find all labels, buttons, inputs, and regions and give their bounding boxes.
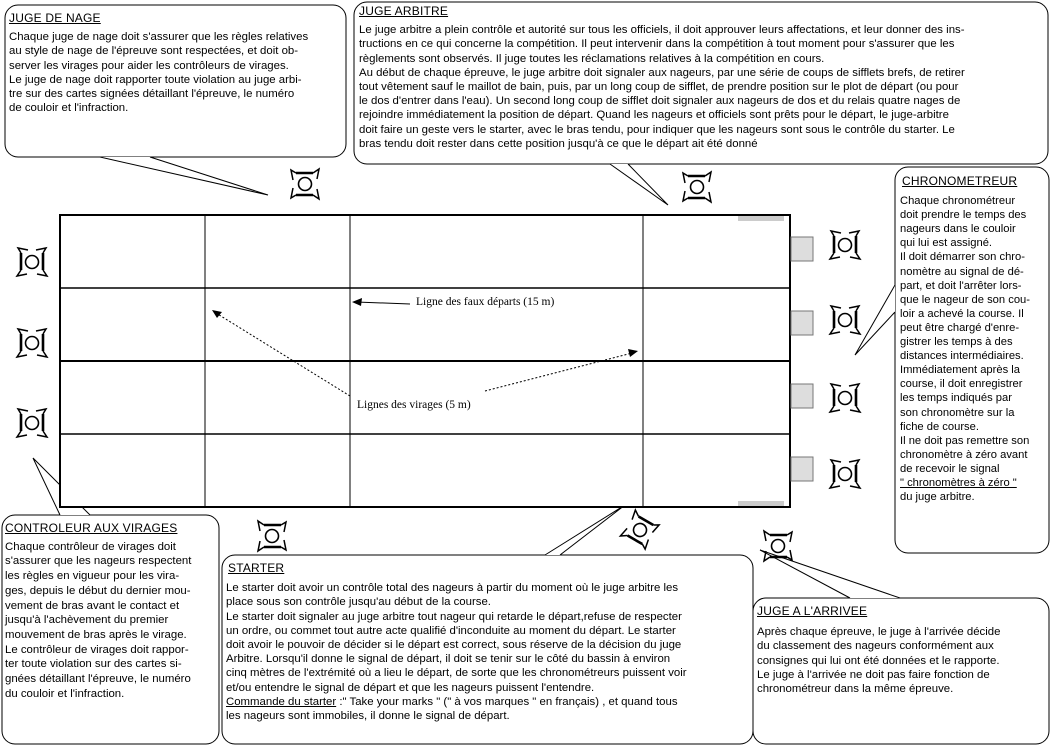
chronometreur-line: Il ne doit pas remettre son [900,434,1030,447]
chronometreur-line: Chaque chronométreur [900,195,1016,208]
chronometreur-line: du juge arbitre. [900,491,975,504]
juge-arbitre-tail [610,164,668,205]
juge-arbitre-line: rejoindre immédiatement la position de départ. Quand les nageurs et officiels sont prêts pour le départ, le juge-arbitre [359,109,949,122]
chronometreur-line: de recevoir le signal [900,462,1000,475]
chronometreur-line: Immédiatement après la [900,364,1021,377]
starter-line: cinq mètres de l'extrémité où a lieu le départ, de sorte que les chronométreurs puissent voir [226,667,687,680]
chronometreur-line: course, il doit enregistrer [900,378,1023,391]
chronometreur-line: chronomètre à zéro avant [900,448,1028,461]
juge-nage-line: Le juge de nage doit rapporter toute violation au juge arbi- [9,73,302,86]
controleur-line: jusqu'à l'achèvement du premier [5,614,169,627]
official-chair-icon [258,521,286,551]
juge-arrivee-title: JUGE A L'ARRIVEE [757,604,868,618]
juge-arbitre-title: JUGE ARBITRE [359,4,449,18]
juge-arbitre-line: bras tendu doit rester dans cette position jusqu'à ce que le départ ait été donné [359,137,758,150]
controleur-box [5,521,217,701]
chronometreur-line: part, et doit l'arrêter lors- [900,279,1022,292]
juge-arbitre-line: règlements sont observés. Il juge toutes les réclamations relatives à la compétition en cours. [359,52,825,65]
chronometreur-line: nageurs dans le couloir [900,223,1016,236]
chronometreur-line: distances intermédiaires. [900,350,1024,363]
juge-nage-line: Chaque juge de nage doit s'assurer que les règles relatives [9,31,309,44]
controleur-line: du couloir et l'infraction. [5,687,125,700]
juge-nage-title: JUGE DE NAGE [9,11,101,25]
starter-line: place sous son contrôle jusqu'au début de la course. [226,596,491,609]
juge-nage-tail [100,157,268,195]
juge-nage-line: de couloir et l'infraction. [9,102,129,115]
juge-nage-line: tre sur des cartes signées détaillant l'épreuve, le numéro [9,88,295,101]
starting-block-icon [791,457,813,481]
starter-command-label: Commande du starter [226,695,337,708]
juge-arbitre-line: tructions en ce qui concerne la compétition. Il peut intervenir dans la compétition à tout moment pour s'assurer que les [359,38,955,51]
juge-arbitre-line: Au début de chaque épreuve, le juge arbitre doit signaler aux nageurs, par une série de coups de sifflets brefs, de retirer [359,66,965,79]
juge-arbitre-line: doit faire un geste vers le starter, avec le bras tendu, pour indiquer que les nageurs sont sous le contrôle du starter. Le [359,123,955,136]
starter-line: Le starter doit signaler au juge arbitre tout nageur qui retarde le départ,refuse de respecter [226,610,682,623]
juge-arrivee-line: du classement des nageurs conformément aux [757,640,994,653]
official-chair-icon [17,329,47,357]
chronometreur-line: loir a achevé la course. Il [900,307,1024,320]
starter-line: Arbitre. Lorsqu'il donne le signal de départ, il doit se tenir sur le côté du bassin à environ [226,653,671,666]
juge-arrivee-line: consignes qui lui ont été données et le rapporte. [757,654,1000,667]
chronometreur-line: gistrer les temps à des [900,336,1013,349]
juge-arbitre-line: Le juge arbitre a plein contrôle et autorité sur tous les officiels, il doit approuver leurs affectations, et leur donner des ins- [359,24,965,37]
juge-arrivee-line: Le juge à l'arrivée ne doit pas faire fonction de [757,668,990,681]
starter-command [226,695,750,709]
official-chair-icon [17,248,47,276]
starter-title: STARTER [228,561,285,575]
starter-line: doit avoir le pouvoir de décider si le départ est correct, sous réserve de la décision du juge [226,639,682,652]
starter-box [226,561,750,723]
controleur-title: CONTROLEUR AUX VIRAGES [5,521,178,535]
controleur-line: les règles en vigueur pour les vira- [5,570,180,583]
controleur-line: mouvement de bras après le virage. [5,628,187,641]
controleur-line: Le contrôleur de virages doit rappor- [5,643,189,656]
starting-block-icon [791,384,813,408]
chronometreur-line: fiche de course. [900,420,979,433]
official-chair-icon [683,172,711,202]
juge-arbitre-box [359,4,1043,151]
starter-line: un ordre, ou commet tout autre acte qualifié d'inconduite au moment du départ. Le starter [226,624,676,637]
official-chair-icon [764,531,792,561]
chronometreur-line: Il doit démarrer son chro- [900,251,1025,264]
starter-line: et/ou entendre le signal de départ et que les nageurs puissent l'entendre. [226,681,595,694]
chronometreur-line: les temps indiqués par [900,392,1012,405]
chronometreur-line: son chronomètre sur la [900,406,1015,419]
juge-arbitre-line: le dos d'entrer dans l'eau). Un second long coup de sifflet doit signaler aux nageurs de dos et du relais quatre nages de [359,95,961,108]
official-chair-icon [291,169,319,199]
official-chair-icon [830,306,860,334]
official-chair-icon [830,384,860,412]
controleur-line: Chaque contrôleur de virages doit [5,540,176,553]
pool [60,215,790,507]
starter-command-text: :" Take your marks " (" à vos marques " en français) , et quand tous [336,695,678,708]
false-start-line-label: Ligne des faux départs (15 m) [416,296,555,308]
juge-arrivee-line: chronométreur dans la même épreuve. [757,683,954,696]
starter-line: les nageurs sont immobiles, il donne le signal de départ. [226,710,510,723]
controleur-line: ges, depuis le début du dernier mou- [5,584,191,597]
starter-tail [545,505,625,555]
chronometreur-line: nomètre au signal de dé- [900,265,1024,278]
chronometreur-tail [855,285,895,355]
chronometreur-line: que le nageur de son cou- [900,293,1030,306]
controleur-line: s'assurer que les nageurs respectent [5,555,192,568]
juge-nage-box [9,11,339,115]
juge-arbitre-line: tout vêtement sauf le maillot de bain, puis, par un long coup de sifflet, de prendre position sur le plot de départ (ou pour [359,81,959,94]
chronometreur-line: doit prendre le temps des [900,209,1027,222]
juge-arrivee-box [757,604,1045,696]
juge-nage-line: server les virages pour aider les contrôleurs de virages. [9,59,289,72]
controleur-line: gnées détaillant l'épreuve, le numéro [5,673,191,686]
official-chair-icon [620,510,659,550]
lane-marker [738,216,784,221]
juge-nage-line: au style de nage de l'épreuve sont respectées, et doit ob- [9,45,299,58]
chronometreur-title: CHRONOMETREUR [902,174,1018,188]
lane-marker [738,501,784,506]
official-chair-icon [830,460,860,488]
juge-arrivee-line: Après chaque épreuve, le juge à l'arrivée décide [757,626,1001,639]
chronometreur-box [900,174,1048,504]
controleur-line: ter toute violation sur des cartes si- [5,658,182,671]
official-chair-icon [830,231,860,259]
turn-lines-label: Lignes des virages (5 m) [357,399,471,411]
controleur-line: vement de bras avant le contact et [5,599,180,612]
starting-block-icon [791,237,813,261]
chronometreur-line: peut être chargé d'enre- [900,321,1020,334]
official-chair-icon [17,409,47,437]
chronometreur-line: qui lui est assigné. [900,237,993,250]
starter-line: Le starter doit avoir un contrôle total des nageurs à partir du moment où le juge arbitre les [226,582,679,595]
starting-block-icon [791,311,813,335]
chronometreur-signal: " chronomètres à zéro " [900,476,1017,489]
